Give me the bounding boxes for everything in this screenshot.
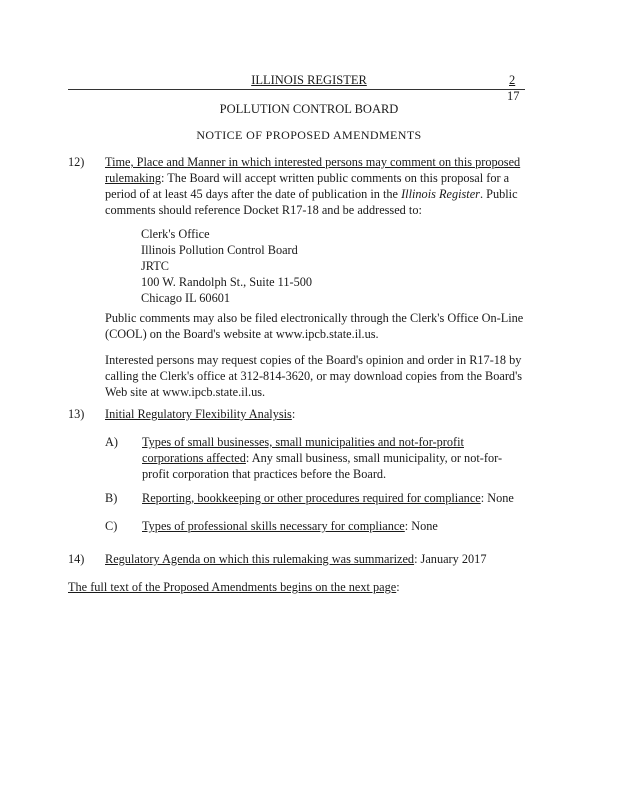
item-13-heading-line [105, 407, 525, 423]
agency-name: POLLUTION CONTROL BOARD [219, 102, 399, 116]
item-13-heading: Initial Regulatory Flexibility Analysis [105, 407, 292, 421]
item-14-number: 14) [68, 552, 85, 566]
item-12-cool-paragraph: Public comments may also be filed electronically through the Clerk's Office On-Line (COOL) on the Board's website at www.ipcb.state.il.us. [105, 311, 524, 341]
item-13-colon: : [291, 407, 296, 421]
item-13a-paragraph [142, 435, 526, 483]
item-13b-body: : None [480, 491, 514, 505]
item-12-body-end: . Public comments should reference Docket R17-18 and be addressed to: [105, 186, 518, 217]
address-line: Chicago IL 60601 [141, 291, 231, 305]
next-page-note-colon: : [396, 580, 400, 594]
item-12-register-italic: Illinois Register [401, 186, 480, 201]
item-13a-letter: A) [105, 435, 118, 449]
page-number-volume: 17 [507, 89, 520, 103]
item-13c-paragraph [142, 519, 526, 535]
item-13b-heading: Reporting, bookkeeping or other procedures required for compliance [142, 491, 481, 505]
mailing-address [141, 227, 312, 307]
register-title: ILLINOIS REGISTER [251, 73, 367, 87]
next-page-note-text: The full text of the Proposed Amendments begins on the next page [68, 580, 397, 594]
address-line: 100 W. Randolph St., Suite 11-500 [141, 275, 313, 289]
item-12-number: 12) [68, 155, 85, 169]
item-12-paragraph [105, 155, 525, 219]
address-line: Illinois Pollution Control Board [141, 243, 298, 257]
item-13-number: 13) [68, 407, 85, 421]
item-14-paragraph [105, 552, 525, 568]
item-12-heading: Time, Place and Manner in which interested persons may comment on this proposed rulemaking [105, 155, 521, 185]
item-13c-body: : None [404, 519, 438, 533]
item-13c-heading: Types of professional skills necessary for compliance [142, 519, 405, 533]
header-rule [68, 89, 525, 90]
item-13c-letter: C) [105, 519, 118, 533]
next-page-note [68, 580, 528, 596]
item-13a-body: : Any small business, small municipality, or not-for-profit corporation that practices before the Board. [142, 450, 503, 481]
item-12-copies-paragraph: Interested persons may request copies of the Board's opinion and order in R17-18 by calling the Clerk's office at 312-814-3620, or may download copies from the Board's Web site at www.ipcb.state.il.us. [105, 353, 523, 399]
item-13b-letter: B) [105, 491, 118, 505]
item-13a-heading: Types of small businesses, small municipalities and not-for-profit corporations affected [142, 435, 464, 465]
page-number: 2 [509, 73, 516, 87]
item-13b-paragraph [142, 491, 526, 507]
address-line: Clerk's Office [141, 227, 210, 241]
item-14-body: : January 2017 [414, 552, 487, 566]
notice-title: NOTICE OF PROPOSED AMENDMENTS [196, 128, 422, 142]
address-line: JRTC [141, 259, 169, 273]
item-14-heading: Regulatory Agenda on which this rulemaking was summarized [105, 552, 415, 566]
item-12-body: : The Board will accept written public comments on this proposal for a period of at least 45 days after the date of publication in the [105, 170, 510, 201]
